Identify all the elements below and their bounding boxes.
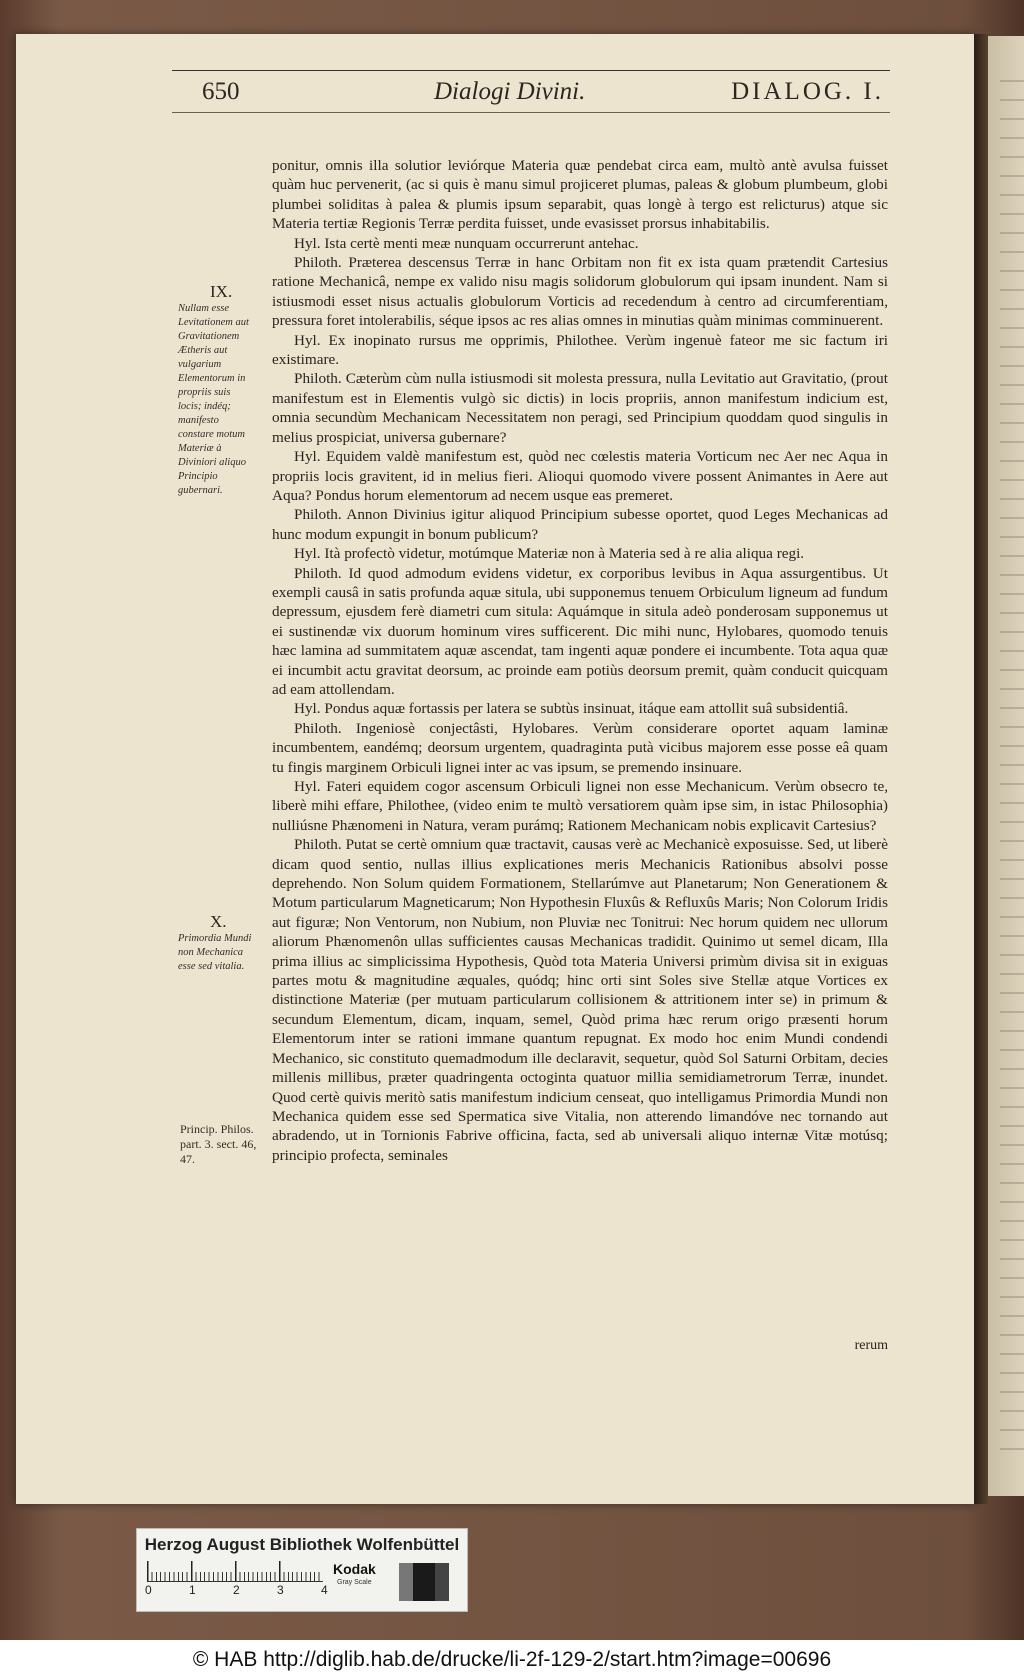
running-head — [172, 78, 890, 112]
dialog-label: DIALOG. I. — [731, 78, 884, 105]
color-target-strip — [136, 1528, 468, 1612]
page-number: 650 — [202, 78, 240, 105]
gray-swatch — [399, 1563, 413, 1601]
marginal-reference: Princip. Philos. part. 3. sect. 46, 47. — [180, 1122, 257, 1166]
paragraph: Hyl. Fateri equidem cogor ascensum Orbiculi lignei non esse Mechanicum. Verùm obsecro te, liberè mihi effare, Philothee, (video enim te multò versatiorem quàm ipse sim, in istac Philosophia) nulliúsne Phænomeni in Natura, veram purámq; Rationem Mechanicam nobis explicavit Cartesius? — [272, 778, 888, 834]
scale-number: 0 — [145, 1583, 152, 1597]
paragraph: Hyl. Equidem valdè manifestum est, quòd nec cœlestis materia Vorticum nec Aer nec Aqua in propriis locis gravitent, id in melius fieri. Alioqui quomodo vivere possent Animantes in Aere aut Aqua? Pondus horum elementorum ad necem usque eas premeret. — [272, 448, 888, 504]
paragraph: Philoth. Annon Divinius igitur aliquod Principium subesse oportet, quod Leges Mechanicas ad hunc modum expungit in bonum publicum? — [272, 506, 888, 543]
scale-number: 2 — [233, 1583, 240, 1597]
main-text — [272, 156, 888, 1165]
catchword: rerum — [854, 1338, 888, 1353]
page-gutter-shadow — [974, 34, 988, 1504]
adjacent-page-text — [1000, 80, 1024, 1460]
head-rule — [172, 112, 890, 113]
scale-ruler-major-ticks — [147, 1561, 323, 1581]
gray-swatches — [399, 1563, 459, 1601]
scale-number: 4 — [321, 1583, 328, 1597]
paragraph: Philoth. Cæterùm cùm nulla istiusmodi sit molesta pressura, nulla Levitatio aut Gravitatio, (prout manifestum est in Elementis vulgò sic dictis) in locis propriis, annon manifestum indicium est, omnia secundùm Mechanicam Necessitatem non peragi, sed Principium quoddam quod singulis in melius prospiciat, universa gubernare? — [272, 370, 888, 446]
marginal-number-ix: IX. — [210, 282, 233, 301]
paragraph: Philoth. Præterea descensus Terræ in hanc Orbitam non fit ex ista quam prætendit Cartesius ratione Mechanicâ, nempe ex valido nisu magis solidorum globulorum qui ipsam inundent. Nam si istiusmodi esset nisus actualis globulorum Vorticis ad recedendum à centro ad circumferentiam, pressura foret intolerabilis, séque ipsos ac res alias omnes in minutias quàm minimas comminuerent. — [272, 254, 888, 330]
marginal-note-x: Primordia Mundi non Mechanica esse sed vitalia. — [178, 933, 252, 972]
copyright-footer — [0, 1640, 1024, 1680]
marginal-number-x: X. — [210, 912, 227, 931]
gray-scale-label: Gray Scale — [337, 1579, 372, 1586]
black-swatch — [413, 1563, 435, 1601]
paragraph: Hyl. Ex inopinato rursus me opprimis, Philothee. Verùm ingenuè fateor me sic factum iri existimare. — [272, 331, 888, 369]
footer-text: © HAB http://diglib.hab.de/drucke/li-2f-129-2/start.htm?image=00696 — [192, 1648, 832, 1671]
paragraph: Philoth. Id quod admodum evidens videtur, ex corporibus levibus in Aqua assurgentibus. Ut exempli causâ in satis profunda aquæ situla, ubi supponemus tenuem Orbiculum ligneum ad fundum depressum, ejusdem ferè diametri cum situla: Aquámque in situla adeò ponderosam supponemus ut ei sustinendæ vix duorum hominum vires sufficerent. Dic mihi nunc, Hylobares, quomodo tenuis hæc lamina ad summitatem aquæ ascendat, tam ingenti aquæ pondere ei incumbente. Tota aqua quæ ei incumbit actu gravitat deorsum, ac proinde eam potiùs deorsum premit, quàm conducit quicquam ad eam attollendam. — [272, 564, 888, 698]
paragraph: Philoth. Putat se certè omnium quæ tractavit, causas verè ac Mechanicè exposuisse. Sed, ut liberè dicam quod sentio, nullas illius explicationes meris Mechanicis Rationibus absolvi posse deprehendo. Non Solum quidem Formationem, Stellarúmve aut Planetarum; Non Generationem & Motum particularum Magneticarum; Non Hypothesin Fluxûs & Refluxûs Maris; Non Colorum Iridis aut figuræ; Non Ventorum, non Nubium, non Pluviæ nec Tonitrui: Nec horum quidem nec ullorum aliorum Phænomenôn ullas sufficientes causas Mechanicas tradidit. Quinimo ut semel dicam, Illa prima illius ac simplicissima Hypothesis, Quòd tota Materia Universi primùm divisa sit in exiguas partes motu & magnitudine æquales, quódq; hinc orti sint Soles sive Stellæ atque Vortices ex distinctione Materiæ (per mutuam particularum collisionem & attritionem inter se) in primum & secundum Elementum, dicam, inquam, semel, Quòd prima hæc rerum origo præsenti horum Elementorum inter se rationi immane quantum repugnat. Ex modo hoc enim Mundi condendi Mechanico, sic constituto quemadmodum ille declaravit, sequetur, quòd Sol Saturni Orbitam, decies millenis millibus, præter quadringenta octoginta quatuor millia semidiametrorum Terræ, inundet. Quod certè quivis meritò satis manifestum indicium censeat, quo intelligamus Primordia Mundi non Mechanica quidem esse sed Spermatica sive Vitalia, non atterendo limandóve nec tornando aut abradendo, ut in Tornionis Fabrive officina, facta, sed ab universali aliquo internæ Vitæ motúsq; principio profecta, seminales — [272, 836, 888, 1164]
paragraph: Hyl. Ità profectò videtur, motúmque Materiæ non à Materia sed à re alia aliqua regi. — [294, 545, 805, 563]
library-name: Herzog August Bibliothek Wolfenbüttel — [144, 1535, 460, 1554]
running-title: Dialogi Divini. — [434, 78, 586, 105]
paragraph: ponitur, omnis illa solutior leviórque Materia quæ pendebat circa eam, multò antè avulsa fuisset quàm huc pervenerit, (ac si quis è manu simul projiceret plumas, paleas & globum plumbeum, globi plumbei soliditas à palea & plumis ipsum separabit, quas longè à tergo est relicturus) atque sic Materia tertiæ Regionis Terræ perdita fuisset, unde evasisset prorsus inhabitabilis. — [272, 157, 888, 233]
scale-number: 1 — [189, 1583, 196, 1597]
kodak-logo: Kodak — [333, 1561, 376, 1577]
paragraph: Hyl. Pondus aquæ fortassis per latera se subtùs insinuat, itáque eam attollit suâ subsidentiâ. — [294, 700, 849, 718]
scale-number: 3 — [277, 1583, 284, 1597]
top-rule — [172, 70, 890, 71]
paragraph: Philoth. Ingeniosè conjectâsti, Hylobares. Verùm considerare oportet aquam laminæ incumbentem, eandémq; deorsum urgentem, quadraginta putà vicibus majorem esse posse eâ quam tu fingis marginem Orbiculi lignei inter ac vas ipsum, se premendo insinuare. — [272, 719, 888, 776]
paragraph: Hyl. Ista certè menti meæ nunquam occurrerunt antehac. — [294, 234, 639, 252]
dark-gray-swatch — [435, 1563, 449, 1601]
marginal-note-ix: Nullam esse Levitationem aut Gravitationem Ætheris aut vulgarium Elementorum in propriis suis locis; indéq; manifesto constare motum Materiæ à Diviniori aliquo Principio gubernari. — [178, 303, 249, 496]
